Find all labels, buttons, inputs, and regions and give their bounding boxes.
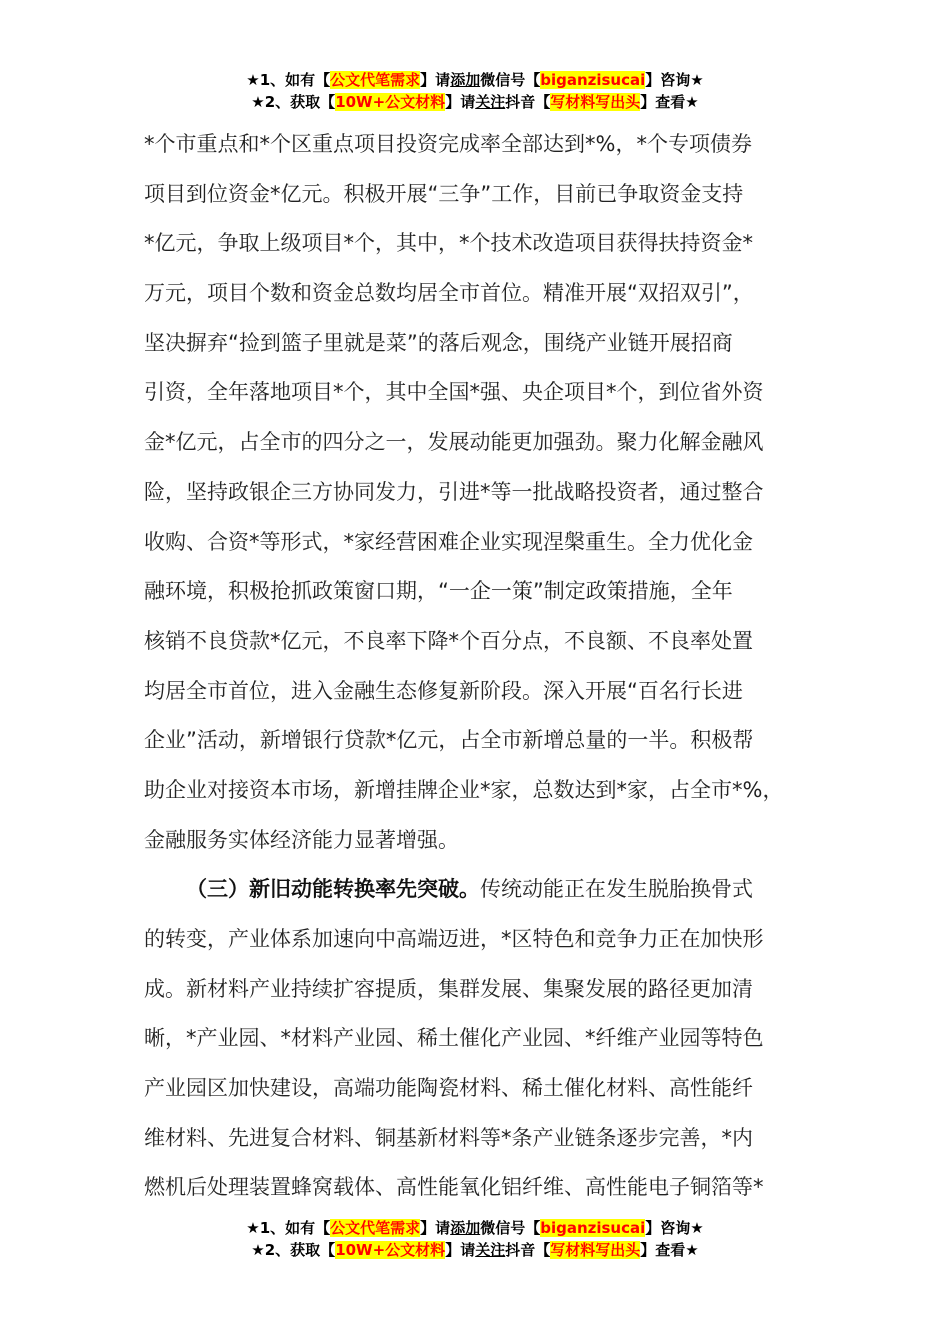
- body-line: 的转变，产业体系加速向中高端迈进，*区特色和竞争力正在加快形: [144, 927, 764, 951]
- promo-underlined-text: 关注: [475, 1241, 506, 1259]
- promo-text: ★2、获取【: [251, 1241, 336, 1259]
- body-line: 维材料、先进复合材料、铜基新材料等*条产业链条逐步完善，*内: [144, 1125, 753, 1150]
- document-body: [144, 120, 814, 1213]
- promo-highlight: 写材料写出头: [550, 93, 641, 111]
- promo-highlight: 10W+公文材料: [335, 1241, 446, 1259]
- body-line: 万元，项目个数和资金总数均居全市首位。精准开展“双招双引”，: [144, 281, 754, 306]
- body-line: 晰，*产业园、*材料产业园、稀土催化产业园、*纤维产业园等特色: [144, 1026, 764, 1051]
- body-line: 企业”活动，新增银行贷款*亿元，占全市新增总量的一半。积极帮: [144, 728, 754, 753]
- promo-text: 】查看★: [640, 93, 699, 111]
- body-line: 险，坚持政银企三方协同发力，引进*等一批战略投资者，通过整合: [144, 479, 764, 504]
- promo-text: 】请: [445, 93, 476, 111]
- promo-text: ★1、如有【: [246, 71, 331, 89]
- promo-banner-bottom: [0, 1217, 950, 1261]
- promo-banner-top: [0, 69, 950, 113]
- body-line: 产业园区加快建设，高端功能陶瓷材料、稀土催化材料、高性能纤: [144, 1076, 753, 1101]
- body-line: 核销不良贷款*亿元，不良率下降*个百分点，不良额、不良率处置: [144, 628, 753, 653]
- promo-line-1: [0, 69, 950, 91]
- promo-text: 微信号【: [480, 1219, 541, 1237]
- promo-line-2: [0, 1239, 950, 1261]
- body-line: *亿元，争取上级项目*个，其中，*个技术改造项目获得扶持资金*: [144, 231, 753, 256]
- body-line: 均居全市首位，进入金融生态修复新阶段。深入开展“百名行长进: [144, 678, 743, 703]
- promo-underlined-text: 关注: [475, 93, 506, 111]
- section-heading: （三）新旧动能转换率先突破。: [186, 877, 480, 902]
- promo-text: 】请: [420, 71, 451, 89]
- section-heading-line: [144, 865, 814, 915]
- promo-highlight: 10W+公文材料: [335, 93, 446, 111]
- promo-text: 微信号【: [480, 71, 541, 89]
- promo-underlined-text: 添加: [450, 71, 481, 89]
- promo-text: 】请: [420, 1219, 451, 1237]
- promo-highlight: biganzisucai: [540, 1219, 646, 1237]
- promo-text: 抖音【: [505, 93, 551, 111]
- promo-line-2: [0, 91, 950, 113]
- promo-highlight: 公文代笔需求: [330, 71, 421, 89]
- body-line: 项目到位资金*亿元。积极开展“三争”工作，目前已争取资金支持: [144, 181, 744, 206]
- body-line: 燃机后处理装置蜂窝载体、高性能氧化铝纤维、高性能电子铜箔等*: [144, 1175, 764, 1200]
- section-first-line-text: 传统动能正在发生脱胎换骨式: [480, 877, 753, 902]
- promo-text: 抖音【: [505, 1241, 551, 1259]
- promo-text: 】查看★: [640, 1241, 699, 1259]
- promo-text: 】请: [445, 1241, 476, 1259]
- promo-highlight: 公文代笔需求: [330, 1219, 421, 1237]
- body-line: 收购、合资*等形式，*家经营困难企业实现涅槃重生。全力优化金: [144, 529, 753, 554]
- body-line: 金*亿元，占全市的四分之一，发展动能更加强劲。聚力化解金融风: [144, 430, 764, 455]
- promo-highlight: 写材料写出头: [550, 1241, 641, 1259]
- promo-text: 】咨询★: [645, 71, 704, 89]
- body-line: 融环境，积极抢抓政策窗口期，“一企一策”制定政策措施，全年: [144, 579, 733, 604]
- body-line: *个市重点和*个区重点项目投资完成率全部达到*%，*个专项债券: [144, 132, 752, 156]
- body-line: 金融服务实体经济能力显著增强。: [144, 827, 459, 852]
- promo-highlight: biganzisucai: [540, 71, 646, 89]
- body-line: 助企业对接资本市场，新增挂牌企业*家，总数达到*家，占全市*%，: [144, 777, 784, 802]
- body-line: 坚决摒弃“捡到篮子里就是菜”的落后观念，围绕产业链开展招商: [144, 330, 733, 355]
- promo-text: ★2、获取【: [251, 93, 336, 111]
- promo-text: ★1、如有【: [246, 1219, 331, 1237]
- promo-underlined-text: 添加: [450, 1219, 481, 1237]
- promo-text: 】咨询★: [645, 1219, 704, 1237]
- promo-line-1: [0, 1217, 950, 1239]
- body-line: 引资，全年落地项目*个，其中全国*强、央企项目*个，到位省外资: [144, 380, 764, 405]
- body-line: 成。新材料产业持续扩容提质，集群发展、集聚发展的路径更加清: [144, 976, 753, 1001]
